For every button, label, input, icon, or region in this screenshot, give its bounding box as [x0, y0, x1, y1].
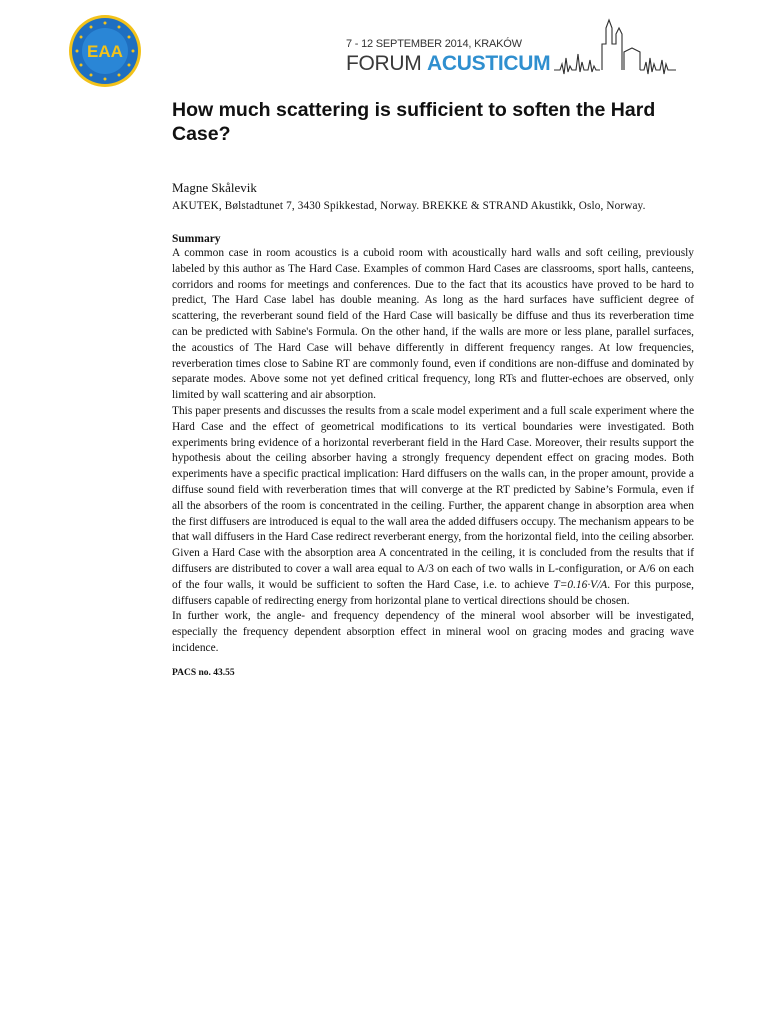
conference-name — [346, 52, 550, 76]
conference-name-acusticum: ACUSTICUM — [427, 52, 551, 75]
author-affiliation: AKUTEK, Bølstadtunet 7, 3430 Spikkestad, Norway. BREKKE & STRAND Akustikk, Oslo, Norway. — [172, 200, 646, 212]
summary-paragraph-2-text: This paper presents and discusses the results from a scale model experiment and a full scale experiment where the Hard Case and the effect of geometrical modifications to its vertical boundaries were investigated. Both experiments bring evidence of a horizontal reverberant field in the Hard Case. Moreover, their results support the hypothesis about the ceiling absorber having a strongly frequency dependent effect on gracing modes. Both experiments have a specific practical implication: Hard diffusers on the walls can, in the proper amount, provide a diffuse sound field with reverberation times that will converge at the RT predicted by Sabine’s Formula, even if all the absorbers of the room is concentrated in the ceiling. Further, the apparent change in absorption area when the first diffusers are introduced is equal to the wall area the added diffusers occupy. The mechanism appears to be that wall diffusers in the Hard Case redirect reverberant energy, from the horizontal field, into the ceiling absorber. Given a Hard Case with the absorption area A concentrated in the ceiling, it is concluded from the results that if diffusers are distributed to cover a wall area equal to A/3 on each of two walls in L-configuration, or A/6 on each of the four walls, it would be sufficient to soften the Hard Case, i.e. to achieve — [172, 404, 694, 591]
paper-body — [172, 98, 694, 678]
eaa-logo — [68, 14, 142, 88]
summary-paragraph-1: A common case in room acoustics is a cuboid room with acoustically hard walls and soft ceiling, previously labeled by this author as The Hard Case. Examples of common Hard Cases are classrooms, sport halls, canteens, corridors and rooms for meetings and conferences. Due to the fact that its acoustics have proved to be hard to predict, The Hard Case label has double meaning. As long as the hard surfaces have sufficient degree of scattering, the reverberant sound field of the Hard Case will basically be diffuse and thus its reverberation time can be predicted with Sabine's Formula. On the other hand, if the walls are more or less plane, parallel surfaces, the acoustics of The Hard Case will behave differently in different frequency ranges. At low frequencies, reverberation times close to Sabine RT are commonly found, even if conditions are non-diffuse and dominated by separate modes. Above some not yet defined critical frequency, long RTs and flutter-echoes are observed, only limited by wall scattering and air absorption. — [172, 247, 694, 402]
author-name: Magne Skålevik — [172, 180, 257, 195]
pacs-number: PACS no. 43.55 — [172, 667, 235, 678]
conference-name-forum: FORUM — [346, 52, 422, 75]
sabine-formula: T=0.16·V/A — [553, 578, 608, 591]
conference-dates: 7 - 12 SEPTEMBER 2014, KRAKÓW — [346, 38, 522, 50]
eaa-logo-text: EAA — [87, 42, 123, 61]
paper-title: How much scattering is sufficient to soften the Hard Case? — [172, 99, 656, 145]
summary-heading: Summary — [172, 233, 221, 245]
summary-paragraph-2 — [172, 404, 694, 609]
krakow-skyline-graphic — [554, 14, 676, 84]
summary-paragraph-3: In further work, the angle- and frequency dependency of the mineral wool absorber will be investigated, especially the frequency dependent absorption effect in mineral wool on gracing modes and gracing wave incidence. — [172, 610, 694, 654]
summary-paragraph-2-tail: . For this purpose, diffusers capable of redirecting energy from horizontal plane to vertical directions should be chosen. — [172, 578, 694, 607]
conference-banner — [344, 14, 676, 84]
